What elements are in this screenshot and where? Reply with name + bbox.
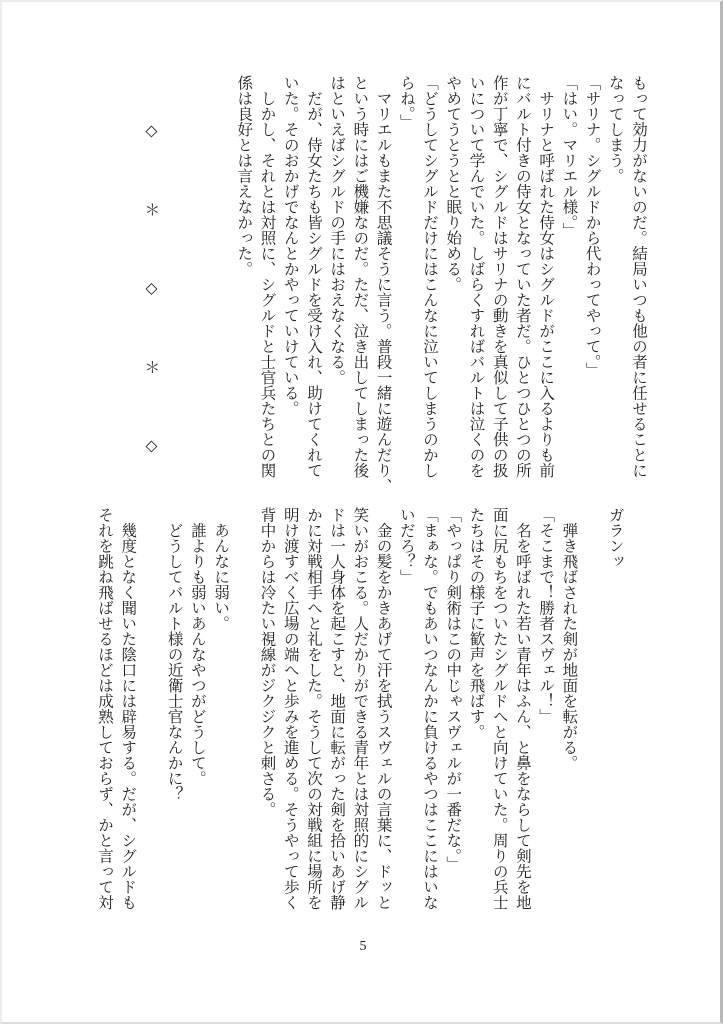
text-column: にバルト付きの侍女となっていた者だ。ひとつひとつの所 [513,75,532,478]
dialogue-column: 「まぁな。でもあいつなんかに負けるやつはここにはいな [421,507,440,910]
text-column: 名を呼ばれた若い青年はふん、と鼻をならして剣先を地 [513,507,532,910]
blank-line [116,75,139,478]
text-column: 明け渡すべく広場の端へと歩みを進める。そうやって歩く [281,507,300,910]
text-column: 面に尻もちをついたシグルドへと向けていた。周りの兵士 [490,507,509,910]
text-column: 弾き飛ばされた剣が地面を転がる。 [560,507,579,771]
text-column: 係は良好とは言えなかった。 [235,75,254,277]
blank-line [627,507,650,910]
text-column: いについて学んでいた。しばらくすればバルトは泣くのを [467,75,486,478]
blank-line [232,507,255,910]
text-column: 金の髪をかきあげて汗を拭うスヴェルの言葉に、ドッと [374,507,393,910]
text-column: 幾度となく聞いた陰口には辟易する。だが、シグルドも [119,507,138,910]
page-number: 5 [359,939,367,954]
dialogue-column: 「どうしてシグルドだけにはこんなに泣いてしまうのかし [421,75,440,478]
dialogue-column: 「サリナ。シグルドから代わってやって。」 [583,75,602,378]
inner-thought-column: 誰よりも弱いあんなやつがどうして。 [188,507,207,786]
text-column: たちはその様子に歓声を飛ばす。 [467,507,486,740]
text-column: マリエルもまた不思議そうに言う。普段一緒に遊んだり、 [374,75,393,494]
text-column: ドは一人身体を起こすと、地面に転がった剣を拾いあげ静 [328,507,347,910]
dialogue-column: らね。」 [397,75,416,130]
blank-line [93,75,116,478]
text-column: もって効力がないのだ。結局いつも他の者に任せることに [630,75,648,478]
text-column: やめてうとうとと眠り始める。 [444,75,463,292]
blank-line [139,507,162,910]
text-column: 笑いがおこる。人だかりができる青年とは対照的にシグル [351,507,370,910]
text-column: しかし、それとは対照に、シグルドと士官兵たちとの関 [258,75,277,478]
blank-line [580,507,603,910]
inner-thought-column: あんなに弱い。 [212,507,231,631]
text-column: サリナと呼ばれた侍女はシグルドがここに入るよりも前 [537,75,556,478]
text-column: かに対戦相手へと礼をした。そうして次の対戦組に場所を [304,507,323,910]
dialogue-column: 「やっぱり剣術はこの中じゃスヴェルが一番だな。」 [444,507,463,872]
blank-line [162,75,185,478]
scene-break-diamond-asterisk-icon: ◇ ＊ ◇ ＊ ◇ [142,75,161,455]
inner-thought-column: どうしてバルト様の近衛士官なんかに？ [165,507,184,802]
blank-line [209,75,232,478]
text-column: という時にはご機嫌なのだ。ただ、泣き出してしまった後 [351,75,370,478]
text-column: だが、侍女たちも皆シグルドを受け入れ、助けてくれて [304,75,323,478]
dialogue-column: 「はい。マリエル様。」 [560,75,579,238]
text-column: はといえばシグルドの手にはおえなくなる。 [328,75,347,385]
text-column: 背中からは冷たい視線がジクジクと刺さる。 [258,507,277,817]
blank-line [186,75,209,478]
text-column: いた。そのおかげでなんとかやっていけている。 [281,75,300,416]
top-tier-text [92,75,650,494]
text-column: 作が丁寧で、シグルドはサリナの動きを真似して子供の扱 [490,75,509,478]
sound-effect-column: ガランッ [606,507,625,569]
text-column: なってしまう。 [606,75,625,184]
dialogue-column: いだろ？」 [397,507,416,585]
bottom-tier-text [92,507,650,910]
dialogue-column: 「そこまで！勝者スヴェル！」 [537,507,556,724]
text-column: それを跳ね飛ばせるほどは成熟しておらず、かと言って対 [95,507,114,910]
